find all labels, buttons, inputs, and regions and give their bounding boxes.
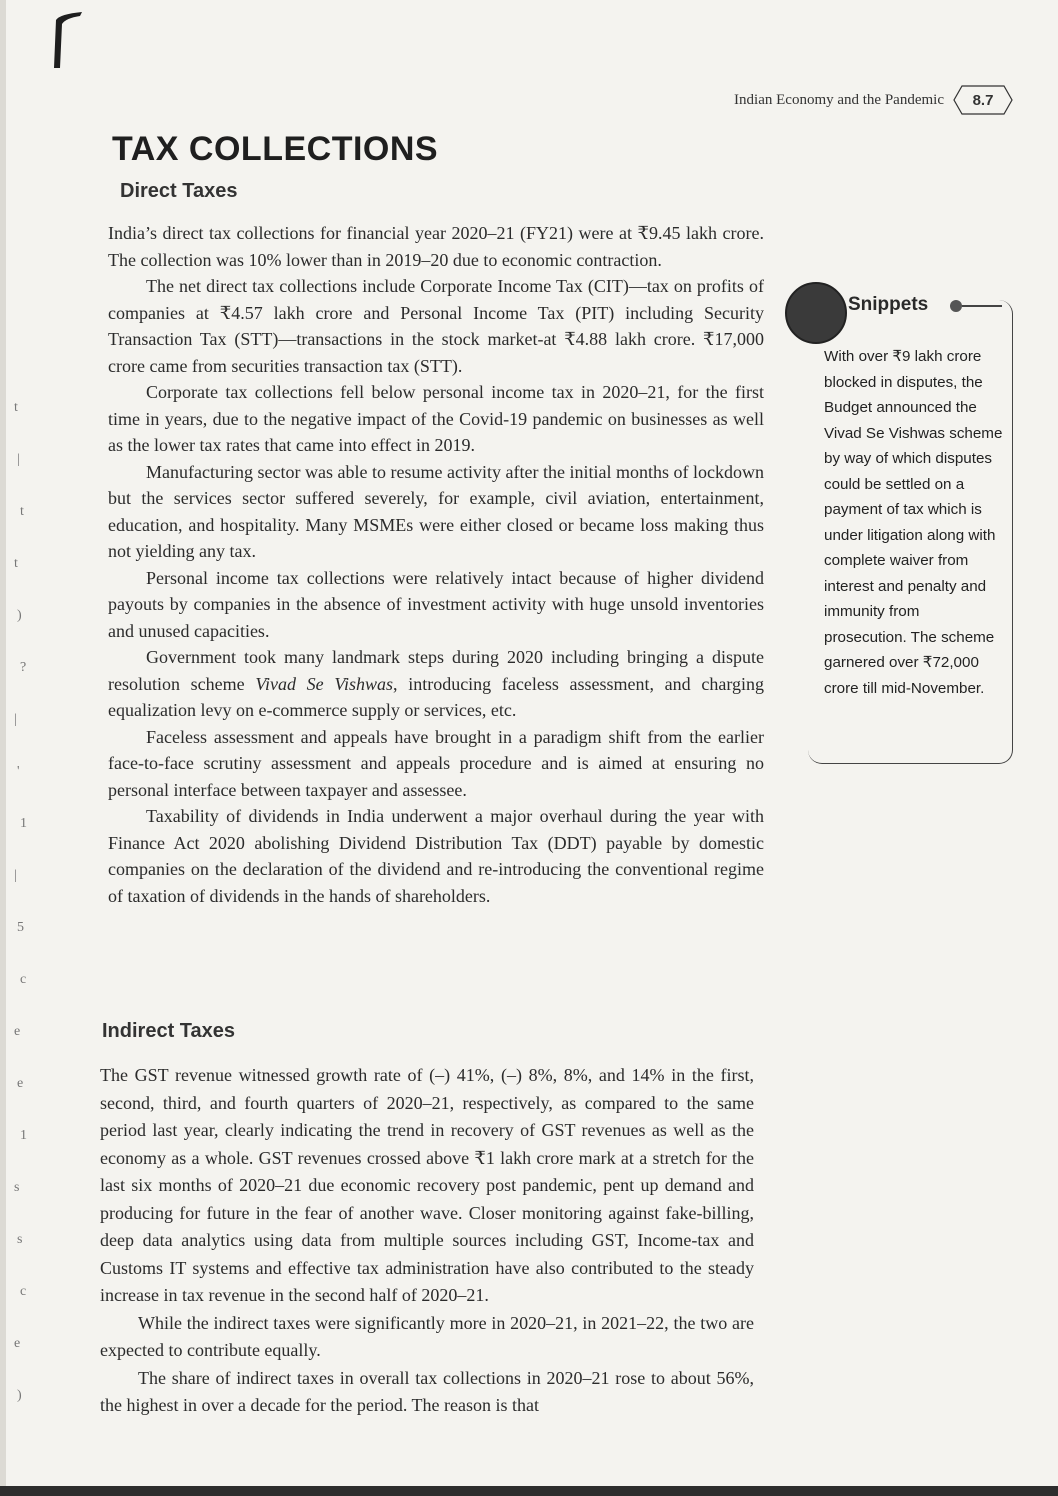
scheme-name: Vivad Se Vishwas <box>255 673 394 694</box>
corner-crop-mark <box>50 10 84 70</box>
margin-mark: c <box>20 1284 27 1299</box>
margin-mark: s <box>17 1232 23 1247</box>
bleed-through-margin-marks <box>14 400 38 1440</box>
paragraph: While the indirect taxes were significantly more in 2020–21, in 2021–22, the two are expected to contribute equally. <box>100 1312 754 1360</box>
page-number-badge <box>952 84 1014 116</box>
snippets-title: Snippets <box>848 294 929 315</box>
govt-text-before: Government took many landmark steps during 2020 including bringing a dispute resolution scheme <box>108 647 764 694</box>
margin-mark: 5 <box>17 920 24 935</box>
margin-mark: 1 <box>20 816 27 831</box>
running-title: Indian Economy and the Pandemic <box>734 91 944 108</box>
margin-mark: ) <box>17 1388 22 1403</box>
page-number: 8.7 <box>972 91 994 109</box>
scan-bottom-edge <box>0 1486 1058 1496</box>
govt-text-after: , introducing faceless assessment, and charging equalization levy on e-commerce supply or services, etc. <box>108 673 764 720</box>
margin-mark: c <box>20 972 27 987</box>
margin-mark: t <box>20 504 24 519</box>
margin-mark: ) <box>17 608 22 623</box>
running-header <box>734 84 1014 116</box>
margin-mark: t <box>14 400 18 415</box>
margin-mark: ' <box>17 764 20 779</box>
indirect-taxes-body <box>100 1062 754 1420</box>
direct-taxes-body <box>108 220 764 909</box>
margin-mark: ? <box>20 660 27 675</box>
paragraph: The GST revenue witnessed growth rate of (–) 41%, (–) 8%, 8%, and 14% in the first, second, third, and fourth quarters of 2020–21, respectively, as compared to the same period last year, clearly indicating the trend in recovery of GST revenues as well as the economy as a whole. GST revenues crossed above ₹1 lakh crore mark at a stretch for the last six months of 2020–21 due economic recovery post pandemic, pent up demand and producing for future in the fear of another wave. Closer monitoring against fake-billing, deep data analytics using data from multiple sources including GST, Income-tax and Customs IT systems and effective tax administration have also contributed to the steady increase in tax revenue in the second half of 2020–21. <box>100 1065 754 1305</box>
margin-mark: s <box>14 1180 20 1195</box>
margin-mark: t <box>14 556 18 571</box>
indirect-taxes-heading: Indirect Taxes <box>102 1020 236 1042</box>
paragraph: Manufacturing sector was able to resume activity after the initial months of lockdown but the services sector suffered severely, for example, civil aviation, entertainment, education, and hospitality. Many MSMEs were either closed or became loss making thus not yielding any tax. <box>108 461 764 561</box>
paragraph: Taxability of dividends in India underwent a major overhaul during the year with Finance Act 2020 abolishing Dividend Distribution Tax (DDT) payable by domestic companies on the declaration of the dividend and re-introducing the conventional regime of taxation of dividends in the hands of shareholders. <box>108 806 764 906</box>
paragraph: Faceless assessment and appeals have brought in a paradigm shift from the earlier face-to-face scrutiny assessment and appeals procedure and is aimed at ensuring no personal interface between taxpayer and assessee. <box>108 726 764 800</box>
paragraph-government-steps <box>108 644 764 724</box>
scan-edge <box>0 0 6 1496</box>
paragraph: India’s direct tax collections for financial year 2020–21 (FY21) were at ₹9.45 lakh crore. The collection was 10% lower than in 2019–20 due to economic contraction. <box>108 223 764 270</box>
margin-mark: e <box>17 1076 24 1091</box>
snippets-rule <box>962 305 1002 307</box>
margin-mark: | <box>14 712 17 727</box>
snippets-dot-icon <box>950 300 962 312</box>
paragraph: The share of indirect taxes in overall tax collections in 2020–21 rose to about 56%, the highest in over a decade for the period. The reason is that <box>100 1367 754 1415</box>
margin-mark: 1 <box>20 1128 27 1143</box>
margin-mark: e <box>14 1336 21 1351</box>
paragraph: Personal income tax collections were relatively intact because of higher dividend payouts by companies in the absence of investment activity with huge unsold inventories and unused capacities. <box>108 567 764 641</box>
paragraph: The net direct tax collections include Corporate Income Tax (CIT)—tax on profits of companies at ₹4.57 lakh crore and Personal Income Tax (PIT) including Security Transaction Tax (STT)—transactions in the stock market-at ₹4.88 lakh crore. ₹17,000 crore came from securities transaction tax (STT). <box>108 276 764 376</box>
paragraph: Corporate tax collections fell below personal income tax in 2020–21, for the first time in years, due to the negative impact of the Covid-19 pandemic on businesses as well as the lower tax rates that came into effect in 2019. <box>108 382 764 455</box>
page-title: TAX COLLECTIONS <box>112 130 439 168</box>
direct-taxes-heading: Direct Taxes <box>120 180 238 202</box>
margin-mark: | <box>17 452 20 467</box>
margin-mark: e <box>14 1024 21 1039</box>
margin-mark: | <box>14 868 17 883</box>
snippets-text: With over ₹9 lakh crore blocked in disputes, the Budget announced the Vivad Se Vishwas scheme by way of which disputes could be settled on a payment of tax which is under litigation along with complete waiver from interest and penalty and immunity from prosecution. The scheme garnered over ₹72,000 crore till mid-November. <box>824 348 1003 697</box>
